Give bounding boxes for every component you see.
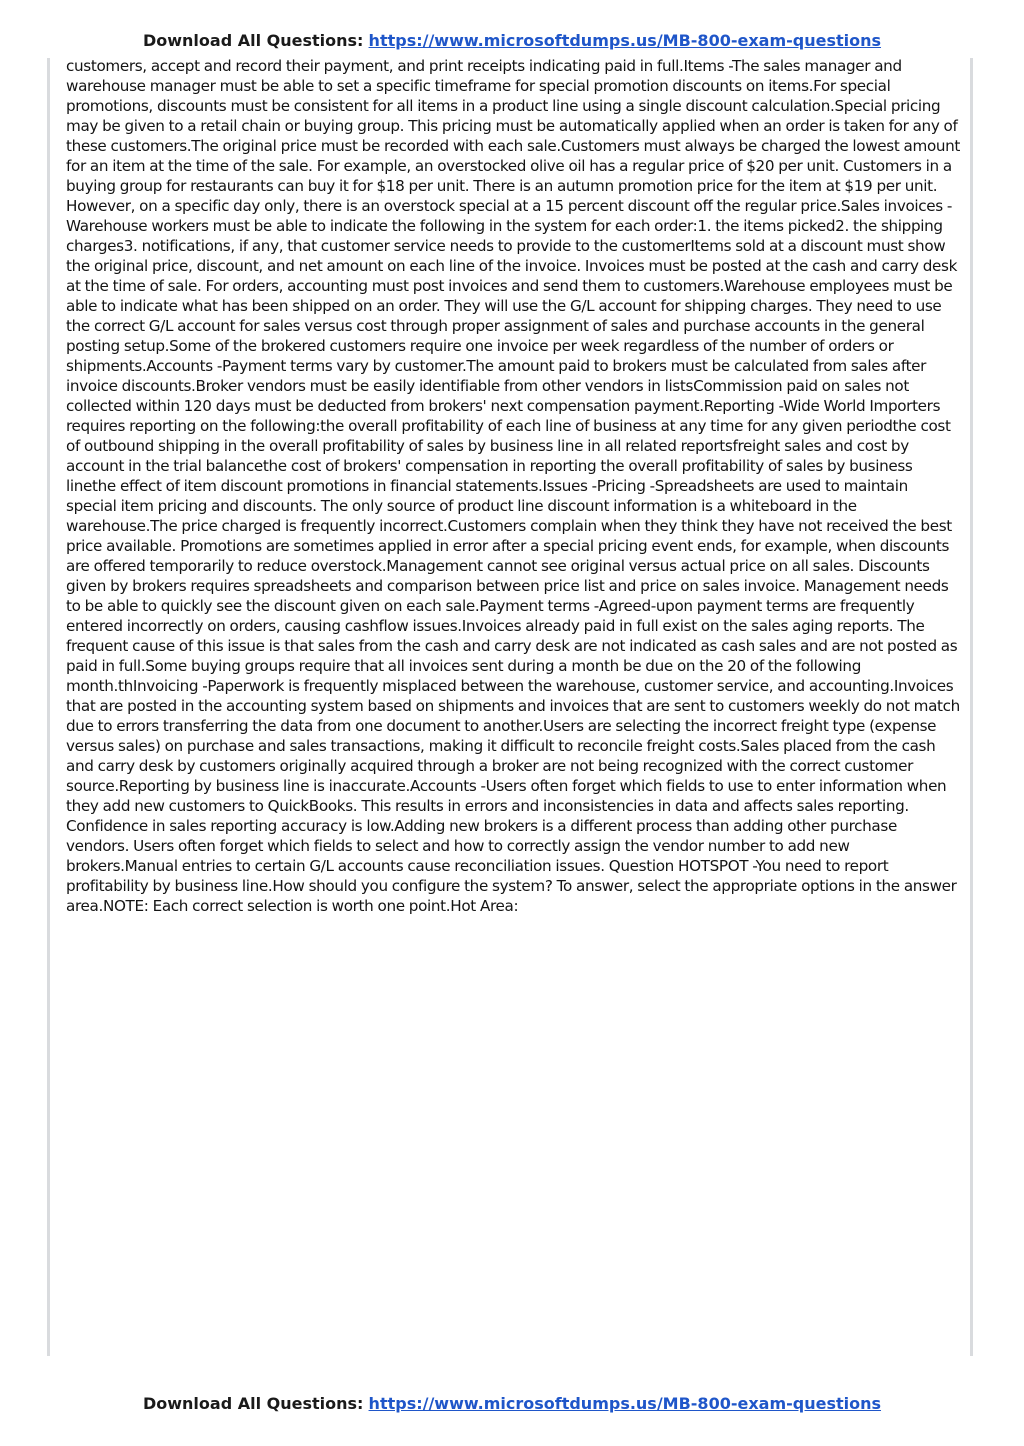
header-banner (0, 31, 1024, 51)
body-paragraph-1: customers, accept and record their payment, and print receipts indicating paid in full.Items -The sales manager and warehouse manager must be able to set a specific timeframe for special promotion discounts on items.For special promotions, discounts must be consistent for all items in a product line using a single discount calculation.Special pricing may be given to a retail chain or buying group. This pricing must be automatically applied when an order is taken for any of these customers.The original price must be recorded with each sale.Customers must always be charged the lowest amount for an item at the time of the sale. For example, an overstocked olive oil has a regular price of $20 per unit. Customers in a buying group for restaurants can buy it for $18 per unit. There is an autumn promotion price for the item at $19 per unit. (66, 57, 961, 195)
footer-banner (0, 1394, 1024, 1414)
footer-download-link[interactable]: https://www.microsoftdumps.us/MB-800-exam-questions (368, 1394, 882, 1413)
right-border (970, 58, 973, 1356)
header-label: Download All Questions: (142, 31, 364, 50)
left-border (47, 58, 50, 1356)
body-paragraph-2: However, on a specific day only, there is an overstock special at a 15 percent discount off the regular price.Sales invoices -Warehouse workers must be able to indicate the following in the system for each order:1. the items picked2. the shipping charges3. notifications, if any, that customer service needs to provide to the customerItems sold at a discount must show the original price, discount, and net amount on each line of the invoice. Invoices must be posted at the cash and carry desk at the time of sale. For orders, accounting must post invoices and send them to customers.Warehouse employees must be able to indicate what has been shipped on an order. They will use the G/L account for shipping charges. They need to use the correct G/L account for sales versus cost through proper assignment of sales and purchase accounts in the general posting setup.Some of the brokered customers require one invoice per week regardless of the number of orders or shipments.Accounts -Payment terms vary by customer.The amount paid to brokers must be calculated from sales after invoice discounts.Broker vendors must be easily identifiable from other vendors in listsCommission paid on sales not collected within 120 days must be deducted from brokers' next compensation payment.Reporting -Wide World Importers requires reporting on the following:the overall profitability of each line of business at any time for any given periodthe cost of outbound shipping in the overall profitability of sales by business line in all related reportsfreight sales and cost by account in the trial balancethe cost of brokers' compensation in reporting the overall profitability of sales by business linethe effect of item discount promotions in financial statements.Issues -Pricing -Spreadsheets are used to maintain special item pricing and discounts. The only source of product line discount information is a whiteboard in the warehouse.The price charged is frequently incorrect.Customers complain when they think they have not received the best price available. Promotions are sometimes applied in error after a special pricing event ends, for example, when discounts are offered temporarily to reduce overstock.Management cannot see original versus actual price on all sales. Discounts given by brokers requires spreadsheets and comparison between price list and price on sales invoice. Management needs to be able to quickly see the discount given on each sale.Payment terms -Agreed-upon payment terms are frequently entered incorrectly on orders, causing cashflow issues.Invoices already paid in full exist on the sales aging reports. The frequent cause of this issue is that sales from the cash and carry desk are not indicated as cash sales and are not posted as paid in full.Some buying groups require that all invoices sent during a month be due on the 20 of the following month.thInvoicing -Paperwork is frequently misplaced between the warehouse, customer service, and accounting.Invoices that are posted in the accounting system based on shipments and invoices that are sent to customers weekly do not match due to errors transferring the data from one document to another.Users are selecting the incorrect freight type (expense versus sales) on purchase and sales transactions, making it difficult to reconcile freight costs.Sales placed from the cash and carry desk by customers originally acquired through a broker are not being recognized with the correct customer source.Reporting by business line is inaccurate.Accounts -Users often forget which fields to use to enter information when they add new customers to QuickBooks. This results in errors and inconsistencies in data and affects sales reporting. Confidence in sales reporting accuracy is low.Adding new brokers is a different process than adding other purchase vendors. Users often forget which fields to select and how to correctly assign the vendor number to add new brokers.Manual entries to certain G/L accounts cause reconciliation issues. Question HOTSPOT -You need to report profitability by business line.How should you configure the system? To answer, select the appropriate options in the answer area.NOTE: Each correct selection is worth one point.Hot Area: (66, 197, 960, 915)
document-body (66, 56, 962, 916)
footer-label: Download All Questions: (142, 1394, 364, 1413)
header-download-link[interactable]: https://www.microsoftdumps.us/MB-800-exam-questions (368, 31, 882, 50)
